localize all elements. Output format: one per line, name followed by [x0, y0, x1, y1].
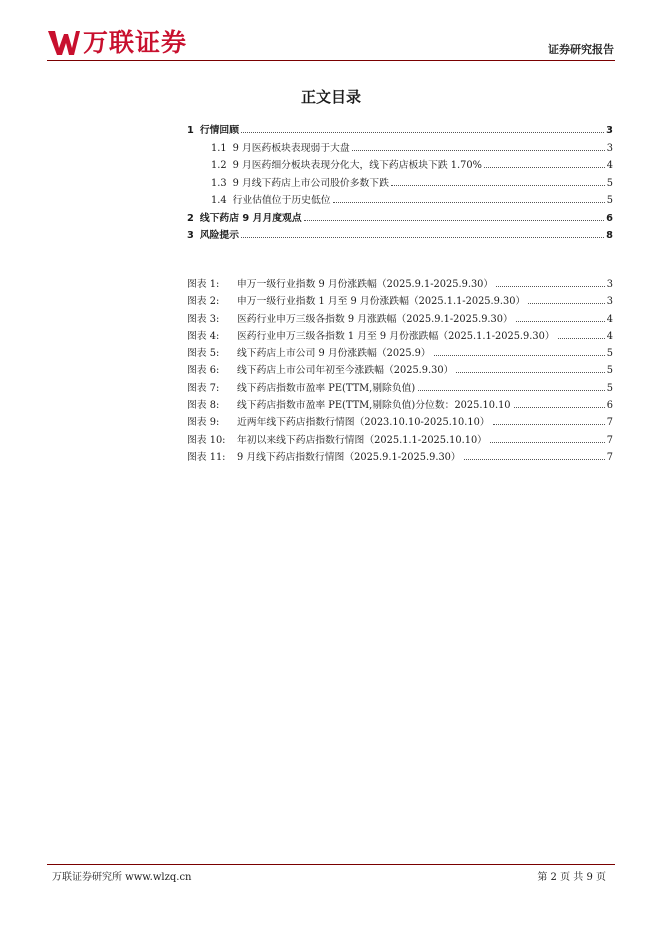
figure-label: 图表 3:	[187, 313, 220, 325]
toc-number: 1.1	[211, 142, 227, 154]
figure-text: 医药行业申万三级各指数 9 月涨跌幅（2025.9.1-2025.9.30）	[237, 313, 513, 325]
toc-page: 6	[606, 212, 613, 224]
toc-entry[interactable]	[187, 227, 613, 245]
table-of-contents	[187, 122, 613, 245]
dot-leader	[456, 372, 604, 373]
dot-leader	[391, 185, 605, 186]
figure-text: 近两年线下药店指数行情图（2023.10.10-2025.10.10）	[237, 417, 490, 429]
figure-label: 图表 5:	[187, 348, 220, 360]
figure-page: 5	[606, 365, 613, 377]
toc-text: 9 月线下药店上市公司股价多数下跌	[232, 177, 389, 189]
page-title: 正文目录	[300, 88, 361, 106]
dot-leader	[333, 202, 605, 203]
toc-number: 2	[187, 212, 194, 224]
header-divider	[47, 60, 615, 61]
logo-text: 万联证券	[83, 28, 188, 57]
toc-page: 5	[606, 195, 613, 206]
footer-divider	[47, 864, 615, 865]
figure-text: 线下药店指数市盈率 PE(TTM,剔除负值)	[237, 382, 416, 394]
figure-label: 图表 1:	[187, 279, 220, 290]
figure-page: 4	[606, 313, 613, 325]
figure-entry[interactable]	[187, 414, 613, 431]
dot-leader	[514, 407, 605, 408]
dot-leader	[434, 355, 605, 356]
figure-label: 图表 7:	[187, 382, 220, 394]
figure-label: 图表 2:	[187, 296, 220, 308]
figure-text: 9 月线下药店指数行情图（2025.9.1-2025.9.30）	[237, 451, 461, 463]
figure-label: 图表 11:	[187, 451, 226, 463]
toc-number: 1.4	[211, 195, 227, 206]
toc-page: 3	[606, 125, 613, 136]
toc-text: 行业估值位于历史低位	[232, 195, 331, 206]
figure-text: 医药行业申万三级各指数 1 月至 9 月份涨跌幅（2025.1.1-2025.9.30）	[237, 330, 555, 342]
toc-number: 1	[187, 125, 194, 136]
toc-text: 线下药店 9 月月度观点	[199, 212, 302, 224]
figure-entry[interactable]	[187, 397, 613, 414]
figure-text: 申万一级行业指数 9 月份涨跌幅（2025.9.1-2025.9.30）	[237, 279, 494, 290]
figure-index	[187, 276, 613, 466]
dot-leader	[493, 424, 605, 425]
toc-page: 4	[606, 160, 613, 171]
figure-page: 5	[606, 382, 613, 394]
dot-leader	[304, 220, 605, 221]
dot-leader	[490, 442, 605, 443]
figure-entry[interactable]	[187, 311, 613, 328]
dot-leader	[418, 390, 605, 391]
figure-page: 3	[606, 296, 613, 308]
toc-number: 3	[187, 230, 194, 241]
figure-entry[interactable]	[187, 449, 613, 466]
figure-label: 图表 8:	[187, 400, 220, 412]
toc-entry[interactable]	[187, 175, 613, 193]
toc-entry[interactable]	[187, 140, 613, 158]
dot-leader	[528, 303, 604, 304]
figure-page: 6	[606, 400, 613, 412]
figure-label: 图表 6:	[187, 365, 220, 377]
figure-page: 7	[606, 434, 613, 446]
footer-source: 万联证券研究所 www.wlzq.cn	[52, 872, 192, 883]
figure-entry[interactable]	[187, 293, 613, 310]
dot-leader	[464, 459, 605, 460]
toc-entry[interactable]	[187, 210, 613, 228]
figure-text: 年初以来线下药店指数行情图（2025.1.1-2025.10.10）	[237, 434, 487, 446]
figure-entry[interactable]	[187, 362, 613, 379]
toc-page: 3	[606, 142, 613, 154]
figure-page: 4	[606, 330, 613, 342]
figure-entry[interactable]	[187, 345, 613, 362]
dot-leader	[241, 237, 604, 238]
figure-entry[interactable]	[187, 328, 613, 345]
page-number: 第 2 页 共 9 页	[537, 872, 606, 883]
toc-number: 1.3	[211, 177, 227, 189]
toc-entry[interactable]	[187, 157, 613, 175]
dot-leader	[484, 167, 605, 168]
figure-text: 线下药店上市公司年初至今涨跌幅（2025.9.30）	[237, 365, 454, 377]
figure-page: 5	[606, 348, 613, 360]
toc-entry[interactable]	[187, 192, 613, 210]
toc-number: 1.2	[211, 160, 227, 171]
figure-entry[interactable]	[187, 276, 613, 293]
figure-label: 图表 4:	[187, 330, 220, 342]
figure-entry[interactable]	[187, 380, 613, 397]
dot-leader	[558, 338, 605, 339]
toc-page: 8	[606, 230, 613, 241]
figure-page: 7	[606, 451, 613, 463]
wanlian-w-logo-icon	[47, 28, 81, 58]
figure-text: 申万一级行业指数 1 月至 9 月份涨跌幅（2025.1.1-2025.9.30）	[237, 296, 526, 308]
dot-leader	[352, 150, 605, 151]
figure-entry[interactable]	[187, 432, 613, 449]
dot-leader	[516, 321, 605, 322]
dot-leader	[496, 286, 605, 287]
toc-text: 9 月医药细分板块表现分化大，线下药店板块下跌 1.70%	[232, 160, 482, 171]
toc-text: 风险提示	[199, 230, 240, 241]
figure-text: 线下药店指数市盈率 PE(TTM,剔除负值)分位数：2025.10.10	[237, 400, 511, 412]
toc-page: 5	[606, 177, 613, 189]
figure-label: 图表 9:	[187, 417, 220, 429]
dot-leader	[241, 132, 604, 133]
toc-text: 9 月医药板块表现弱于大盘	[232, 142, 350, 154]
figure-text: 线下药店上市公司 9 月份涨跌幅（2025.9）	[237, 348, 431, 360]
report-type-label: 证券研究报告	[548, 43, 614, 56]
company-logo	[47, 28, 187, 58]
figure-page: 7	[606, 417, 613, 429]
toc-entry[interactable]	[187, 122, 613, 140]
figure-label: 图表 10:	[187, 434, 226, 446]
figure-page: 3	[606, 279, 613, 290]
toc-text: 行情回顾	[199, 125, 240, 136]
